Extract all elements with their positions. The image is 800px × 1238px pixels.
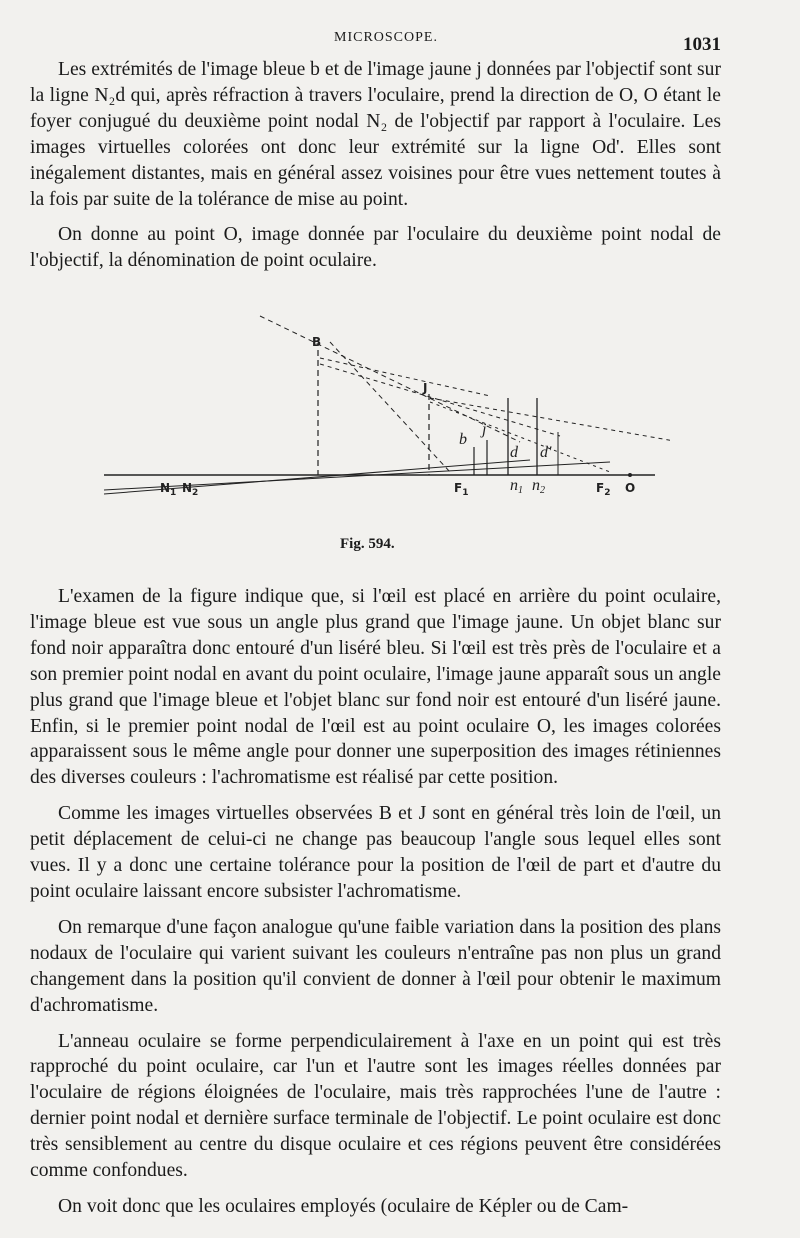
paragraph: On voit donc que les oculaires employés (oculaire de Képler ou de Cam- bbox=[58, 1195, 629, 1217]
label-d-prime: d' bbox=[540, 444, 552, 461]
label-B: B bbox=[312, 335, 322, 349]
paragraph: Les extrémités de l'image bleue b et de l'image jaune j données par l'objectif sont sur la ligne N₂d qui, après réfraction à travers l'oculaire, prend la direction de O, O étant le foyer conjugué du deuxième point nodal N₂ de l'objectif par rapport à l'oculaire. Les images virtuelles colorées ont donc leur extrémité sur la ligne Od'. Elles sont inégalement distantes, mais en général assez voisines pour être vues nettement toutes à la fois par suite de la tolérance de mise au point. bbox=[30, 59, 721, 210]
label-F1-sub: 1 bbox=[462, 488, 469, 498]
label-N1-main: N bbox=[160, 481, 171, 495]
paragraph: L'anneau oculaire se forme perpendiculairement à l'axe en un point qui est très rapproché du point oculaire, car l'un et l'autre sont les images réelles données par l'oculaire de régions éloignées de l'oculaire, mais très rapprochées l'une de l'autre : dernier point nodal et dernière surface terminale de l'objectif. Le point oculaire est donc très sensiblement au centre du disque oculaire et ces régions peuvent être considérées comme confondues. bbox=[30, 1030, 721, 1182]
text-block-bottom bbox=[30, 584, 721, 1230]
paragraph: Comme les images virtuelles observées B et J sont en général très loin de l'œil, un petit déplacement de celui-ci ne change pas beaucoup l'angle sous lequel elles sont vues. Il y a donc une certaine tolérance pour la position de l'œil de part et d'autre du point oculaire laissant encore subsister l'achromatisme. bbox=[30, 803, 721, 902]
dashed-ray bbox=[260, 316, 520, 442]
label-N2-sub: 2 bbox=[192, 488, 199, 498]
label-d: d bbox=[510, 444, 518, 461]
optical-diagram bbox=[90, 312, 670, 542]
label-F2-sub: 2 bbox=[604, 488, 611, 498]
dashed-ray bbox=[320, 358, 490, 396]
label-N1 bbox=[160, 481, 176, 498]
label-F1-main: F bbox=[454, 481, 463, 495]
running-title: MICROSCOPE. bbox=[334, 30, 438, 45]
label-F2-main: F bbox=[596, 481, 605, 495]
label-n2-main: n bbox=[532, 477, 540, 494]
label-j: j bbox=[482, 421, 487, 438]
label-n1-sub: 1 bbox=[518, 485, 523, 496]
page-number: 1031 bbox=[683, 34, 721, 55]
label-N2 bbox=[182, 481, 198, 498]
text-block-top bbox=[30, 57, 721, 284]
label-N1-sub: 1 bbox=[170, 488, 177, 498]
label-F1 bbox=[454, 481, 468, 498]
label-O: O bbox=[625, 481, 636, 495]
label-F2 bbox=[596, 481, 610, 498]
point-O-marker bbox=[628, 473, 632, 477]
label-n1 bbox=[510, 477, 523, 496]
figure-caption: Fig. 594. bbox=[340, 536, 395, 552]
label-n2-sub: 2 bbox=[540, 485, 545, 496]
paragraph: L'examen de la figure indique que, si l'œil est placé en arrière du point oculaire, l'image bleue est vue sous un angle plus grand que l'image jaune. Un objet blanc sur fond noir apparaîtra donc entouré d'un liséré bleu. Si l'œil est très près de l'oculaire et a son premier point nodal en avant du point oculaire, l'image jaune apparaît sous un angle plus grand que l'image bleue et l'objet blanc sur fond noir est entouré d'un liséré jaune. Enfin, si le premier point nodal de l'œil est au point oculaire O, les images colorées apparaissent sous le même angle pour donner une superposition des images rétiniennes des diverses couleurs : l'achromatisme est réalisé par cette position. bbox=[30, 586, 721, 789]
page-header bbox=[0, 26, 800, 56]
label-N2-main: N bbox=[182, 481, 193, 495]
paragraph: On donne au point O, image donnée par l'oculaire du deuxième point nodal de l'objectif, la dénomination de point oculaire. bbox=[30, 224, 721, 272]
label-J: J bbox=[423, 381, 428, 395]
label-n2 bbox=[532, 477, 545, 496]
dashed-ray bbox=[430, 402, 610, 472]
label-n1-main: n bbox=[510, 477, 518, 494]
dashed-ray bbox=[330, 342, 450, 472]
figure-594 bbox=[90, 312, 670, 542]
label-b: b bbox=[459, 431, 467, 448]
paragraph: On remarque d'une façon analogue qu'une faible variation dans la position des plans nodaux de l'oculaire qui varient suivant les couleurs n'entraîne pas non plus un grand changement dans la position qu'il convient de donner à l'œil pour obtenir le maximum d'achromatisme. bbox=[30, 916, 721, 1016]
